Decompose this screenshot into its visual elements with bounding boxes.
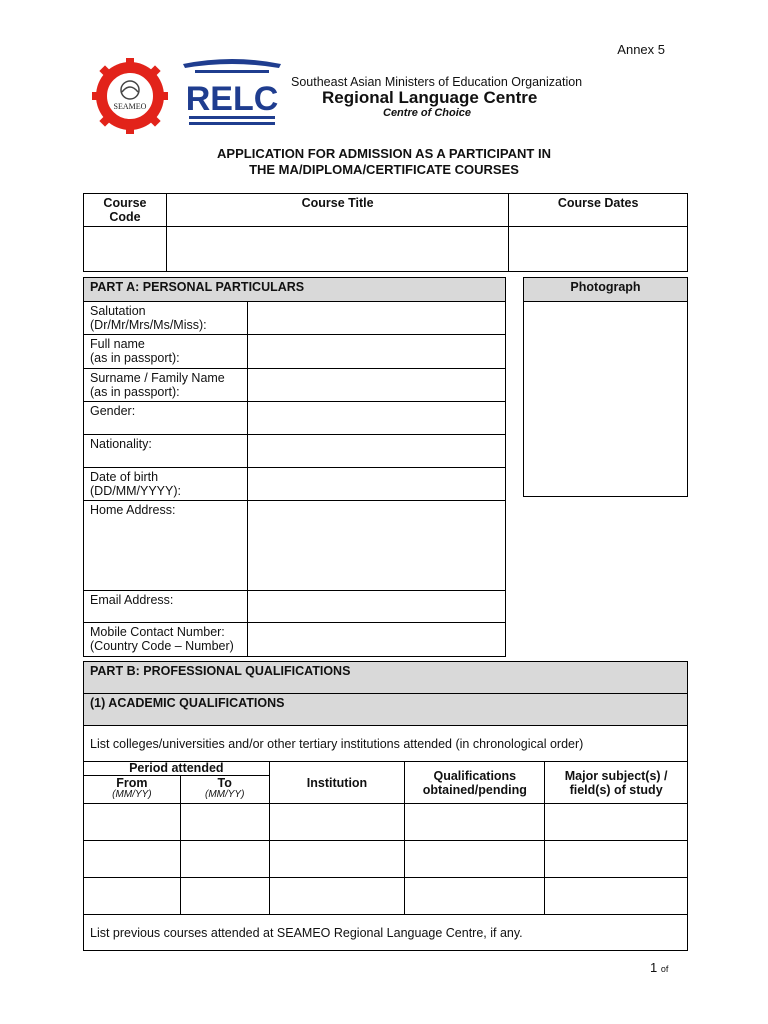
institution-header: Institution (269, 762, 405, 804)
course-title-cell[interactable] (166, 227, 508, 272)
gender-input[interactable] (247, 402, 505, 435)
photograph-area[interactable] (524, 302, 688, 497)
field-row-home-address (84, 501, 506, 591)
institution-cell[interactable] (269, 841, 405, 878)
table-row (84, 804, 688, 841)
major-cell[interactable] (545, 841, 688, 878)
course-dates-cell[interactable] (509, 227, 688, 272)
course-title-header: Course Title (166, 194, 508, 227)
table-row (84, 841, 688, 878)
academic-qualifications-heading: (1) ACADEMIC QUALIFICATIONS (84, 694, 688, 726)
nationality-input[interactable] (247, 435, 505, 468)
institution-cell[interactable] (269, 804, 405, 841)
field-label: Home Address: (84, 501, 248, 591)
institution-cell[interactable] (269, 878, 405, 915)
field-label: Email Address: (84, 591, 248, 623)
from-cell[interactable] (84, 841, 181, 878)
course-dates-header: Course Dates (509, 194, 688, 227)
major-cell[interactable] (545, 878, 688, 915)
to-cell[interactable] (180, 841, 269, 878)
email-input[interactable] (247, 591, 505, 623)
form-title (0, 146, 768, 178)
course-code-cell[interactable] (84, 227, 167, 272)
to-header: To (MM/YY) (180, 776, 269, 804)
from-cell[interactable] (84, 878, 181, 915)
field-label: Mobile Contact Number: (Country Code – Number) (84, 623, 248, 657)
annex-label: Annex 5 (617, 42, 665, 57)
field-row-full-name (84, 335, 506, 369)
table-row (84, 878, 688, 915)
part-a-table (83, 277, 506, 657)
photograph-heading: Photograph (524, 278, 688, 302)
salutation-input[interactable] (247, 302, 505, 335)
surname-input[interactable] (247, 369, 505, 402)
relc-text: RELC (185, 80, 279, 118)
form-title-line2: THE MA/DIPLOMA/CERTIFICATE COURSES (249, 162, 519, 177)
field-row-email (84, 591, 506, 623)
previous-courses-instruction: List previous courses attended at SEAMEO Regional Language Centre, if any. (84, 915, 688, 951)
part-a-heading: PART A: PERSONAL PARTICULARS (84, 278, 506, 302)
field-label: Nationality: (84, 435, 248, 468)
to-cell[interactable] (180, 878, 269, 915)
course-code-header: Course Code (84, 194, 167, 227)
field-row-dob (84, 468, 506, 501)
qualification-cell[interactable] (405, 878, 545, 915)
qualifications-header: Qualifications obtained/pending (405, 762, 545, 804)
full-name-input[interactable] (247, 335, 505, 369)
field-row-surname (84, 369, 506, 402)
org-name: Southeast Asian Ministers of Education Organization (291, 75, 583, 89)
course-table (83, 193, 688, 272)
seameo-seal-logo (92, 58, 168, 134)
qualification-cell[interactable] (405, 804, 545, 841)
centre-name: Regional Language Centre (322, 88, 538, 107)
major-cell[interactable] (545, 804, 688, 841)
field-label: Full name (as in passport): (84, 335, 248, 369)
field-row-gender (84, 402, 506, 435)
page-number: 1 of (650, 960, 669, 975)
field-label: Date of birth (DD/MM/YYYY): (84, 468, 248, 501)
field-row-salutation (84, 302, 506, 335)
major-subjects-header: Major subject(s) / field(s) of study (545, 762, 688, 804)
tagline: Centre of Choice (383, 107, 472, 119)
date-of-birth-input[interactable] (247, 468, 505, 501)
field-label: Gender: (84, 402, 248, 435)
part-b-heading: PART B: PROFESSIONAL QUALIFICATIONS (84, 662, 688, 694)
field-row-mobile (84, 623, 506, 657)
field-row-nationality (84, 435, 506, 468)
from-cell[interactable] (84, 804, 181, 841)
form-title-line1: APPLICATION FOR ADMISSION AS A PARTICIPANT IN (217, 146, 551, 161)
qualification-cell[interactable] (405, 841, 545, 878)
part-b-table (83, 661, 688, 951)
academic-instruction: List colleges/universities and/or other tertiary institutions attended (in chronological order) (84, 726, 688, 762)
seal-text: SEAMEO (113, 102, 147, 111)
from-header: From (MM/YY) (84, 776, 181, 804)
home-address-input[interactable] (247, 501, 505, 591)
photograph-box (523, 277, 688, 497)
mobile-input[interactable] (247, 623, 505, 657)
field-label: Salutation (Dr/Mr/Mrs/Ms/Miss): (84, 302, 248, 335)
period-attended-header: Period attended (84, 762, 270, 776)
to-cell[interactable] (180, 804, 269, 841)
field-label: Surname / Family Name (as in passport): (84, 369, 248, 402)
relc-logo (181, 58, 283, 128)
